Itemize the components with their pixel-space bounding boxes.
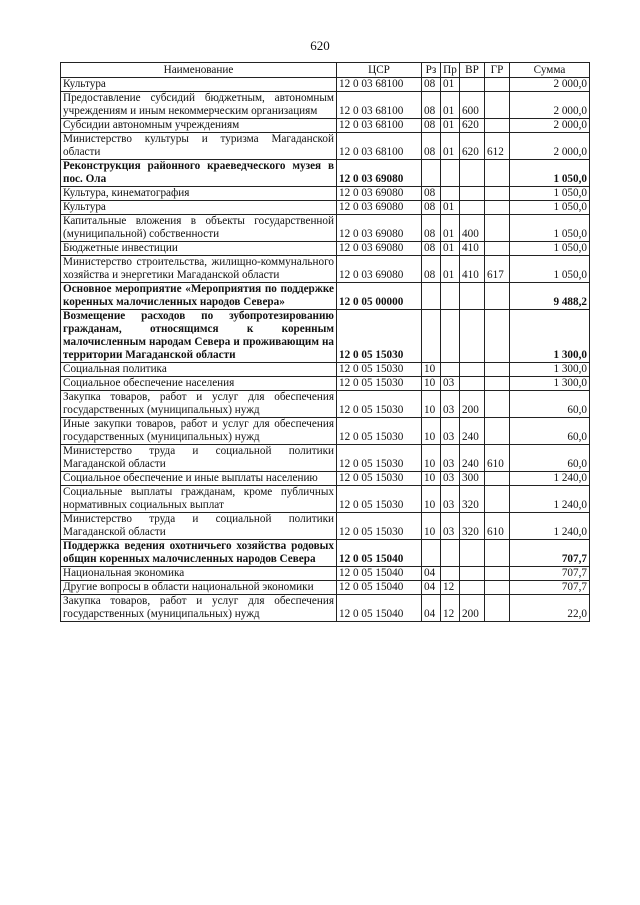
- cell-gr: [485, 242, 510, 256]
- cell-name: Министерство культуры и туризма Магаданской области: [61, 133, 337, 160]
- cell-csr: 12 0 05 15040: [337, 595, 422, 622]
- cell-pr: 01: [441, 201, 460, 215]
- table-row: [61, 486, 590, 513]
- cell-gr: [485, 391, 510, 418]
- cell-sum: 707,7: [510, 540, 590, 567]
- cell-rz: 08: [422, 187, 441, 201]
- cell-pr: 01: [441, 119, 460, 133]
- cell-sum: 9 488,2: [510, 283, 590, 310]
- cell-csr: 12 0 05 15040: [337, 567, 422, 581]
- cell-rz: 10: [422, 445, 441, 472]
- cell-vr: 240: [460, 445, 485, 472]
- cell-name: Поддержка ведения охотничьего хозяйства родовых общин коренных малочисленных народов Севера: [61, 540, 337, 567]
- table-row: [61, 513, 590, 540]
- cell-sum: 1 050,0: [510, 215, 590, 242]
- table-row: [61, 215, 590, 242]
- cell-gr: [485, 595, 510, 622]
- cell-pr: 01: [441, 133, 460, 160]
- table-row: [61, 119, 590, 133]
- cell-csr: 12 0 05 15030: [337, 513, 422, 540]
- cell-name: Основное мероприятие «Мероприятия по поддержке коренных малочисленных народов Севера»: [61, 283, 337, 310]
- cell-csr: 12 0 03 68100: [337, 119, 422, 133]
- cell-rz: 08: [422, 242, 441, 256]
- cell-pr: 03: [441, 418, 460, 445]
- cell-rz: 08: [422, 78, 441, 92]
- cell-pr: 03: [441, 486, 460, 513]
- header-name: Наименование: [61, 63, 337, 78]
- cell-name: Субсидии автономным учреждениям: [61, 119, 337, 133]
- table-row: [61, 256, 590, 283]
- cell-name: Социальная политика: [61, 363, 337, 377]
- cell-gr: [485, 377, 510, 391]
- header-pr: Пр: [441, 63, 460, 78]
- cell-pr: [441, 283, 460, 310]
- cell-rz: 10: [422, 377, 441, 391]
- table-row: [61, 567, 590, 581]
- cell-vr: [460, 310, 485, 363]
- cell-sum: 1 300,0: [510, 377, 590, 391]
- cell-gr: [485, 363, 510, 377]
- cell-csr: 12 0 05 15030: [337, 486, 422, 513]
- cell-gr: [485, 201, 510, 215]
- table-row: [61, 445, 590, 472]
- budget-table: [60, 62, 590, 622]
- cell-gr: [485, 92, 510, 119]
- cell-name: Закупка товаров, работ и услуг для обеспечения государственных (муниципальных) нужд: [61, 391, 337, 418]
- table-body: [61, 78, 590, 622]
- cell-vr: 400: [460, 215, 485, 242]
- cell-gr: [485, 160, 510, 187]
- cell-sum: 1 050,0: [510, 201, 590, 215]
- cell-rz: 08: [422, 215, 441, 242]
- cell-vr: 300: [460, 472, 485, 486]
- cell-gr: [485, 567, 510, 581]
- cell-csr: 12 0 05 15030: [337, 472, 422, 486]
- cell-name: Министерство строительства, жилищно-коммунального хозяйства и энергетики Магаданской области: [61, 256, 337, 283]
- cell-gr: [485, 486, 510, 513]
- cell-csr: 12 0 05 00000: [337, 283, 422, 310]
- cell-sum: 22,0: [510, 595, 590, 622]
- table-row: [61, 92, 590, 119]
- cell-csr: 12 0 03 69080: [337, 201, 422, 215]
- cell-csr: 12 0 05 15030: [337, 310, 422, 363]
- cell-rz: 10: [422, 513, 441, 540]
- cell-name: Предоставление субсидий бюджетным, автономным учреждениям и иным некоммерческим организациям: [61, 92, 337, 119]
- cell-name: Министерство труда и социальной политики Магаданской области: [61, 445, 337, 472]
- table-row: [61, 540, 590, 567]
- cell-gr: [485, 119, 510, 133]
- cell-gr: 612: [485, 133, 510, 160]
- cell-rz: 08: [422, 133, 441, 160]
- cell-sum: 60,0: [510, 391, 590, 418]
- cell-vr: 320: [460, 513, 485, 540]
- cell-name: Возмещение расходов по зубопротезированию гражданам, относящимся к коренным малочисленным народам Севера и проживающим на территории Магаданской области: [61, 310, 337, 363]
- cell-name: Другие вопросы в области национальной экономики: [61, 581, 337, 595]
- table-row: [61, 418, 590, 445]
- cell-rz: 04: [422, 581, 441, 595]
- page-number: 620: [310, 38, 330, 53]
- cell-gr: [485, 283, 510, 310]
- cell-sum: 1 300,0: [510, 363, 590, 377]
- table-row: [61, 581, 590, 595]
- cell-pr: [441, 540, 460, 567]
- cell-rz: 04: [422, 567, 441, 581]
- table-row: [61, 187, 590, 201]
- cell-vr: 240: [460, 418, 485, 445]
- cell-csr: 12 0 05 15040: [337, 540, 422, 567]
- cell-csr: 12 0 03 69080: [337, 242, 422, 256]
- cell-name: Социальное обеспечение населения: [61, 377, 337, 391]
- cell-name: Министерство труда и социальной политики Магаданской области: [61, 513, 337, 540]
- cell-sum: 60,0: [510, 418, 590, 445]
- cell-pr: 03: [441, 472, 460, 486]
- cell-csr: 12 0 03 69080: [337, 256, 422, 283]
- cell-rz: 08: [422, 201, 441, 215]
- cell-rz: [422, 160, 441, 187]
- cell-vr: [460, 160, 485, 187]
- cell-vr: 320: [460, 486, 485, 513]
- cell-name: Бюджетные инвестиции: [61, 242, 337, 256]
- cell-name: Социальные выплаты гражданам, кроме публичных нормативных социальных выплат: [61, 486, 337, 513]
- cell-pr: 12: [441, 595, 460, 622]
- cell-gr: 610: [485, 513, 510, 540]
- table-row: [61, 377, 590, 391]
- cell-sum: 707,7: [510, 581, 590, 595]
- table-header-row: [61, 63, 590, 78]
- table-row: [61, 78, 590, 92]
- cell-pr: 03: [441, 377, 460, 391]
- header-csr: ЦСР: [337, 63, 422, 78]
- cell-vr: 200: [460, 595, 485, 622]
- cell-pr: 01: [441, 256, 460, 283]
- table-row: [61, 391, 590, 418]
- cell-csr: 12 0 05 15030: [337, 377, 422, 391]
- cell-gr: [485, 215, 510, 242]
- cell-sum: 1 300,0: [510, 310, 590, 363]
- cell-vr: 410: [460, 256, 485, 283]
- table-row: [61, 310, 590, 363]
- cell-pr: 12: [441, 581, 460, 595]
- cell-name: Культура: [61, 78, 337, 92]
- cell-name: Национальная экономика: [61, 567, 337, 581]
- cell-vr: [460, 363, 485, 377]
- cell-vr: [460, 283, 485, 310]
- cell-vr: 410: [460, 242, 485, 256]
- cell-vr: [460, 377, 485, 391]
- cell-sum: 1 050,0: [510, 256, 590, 283]
- cell-rz: 08: [422, 92, 441, 119]
- table-row: [61, 160, 590, 187]
- table-row: [61, 595, 590, 622]
- cell-sum: 1 050,0: [510, 242, 590, 256]
- cell-pr: [441, 310, 460, 363]
- cell-vr: 620: [460, 133, 485, 160]
- cell-rz: 10: [422, 363, 441, 377]
- cell-pr: 03: [441, 391, 460, 418]
- cell-sum: 1 240,0: [510, 486, 590, 513]
- cell-rz: [422, 540, 441, 567]
- cell-gr: 617: [485, 256, 510, 283]
- table-row: [61, 242, 590, 256]
- cell-gr: [485, 310, 510, 363]
- cell-gr: [485, 418, 510, 445]
- header-sum: Сумма: [510, 63, 590, 78]
- header-gr: ГР: [485, 63, 510, 78]
- cell-gr: [485, 581, 510, 595]
- cell-csr: 12 0 03 68100: [337, 133, 422, 160]
- table-row: [61, 472, 590, 486]
- cell-name: Культура, кинематография: [61, 187, 337, 201]
- cell-pr: 01: [441, 215, 460, 242]
- table-row: [61, 363, 590, 377]
- cell-vr: [460, 187, 485, 201]
- cell-pr: 01: [441, 242, 460, 256]
- header-rz: Рз: [422, 63, 441, 78]
- cell-pr: 01: [441, 92, 460, 119]
- cell-csr: 12 0 03 69080: [337, 160, 422, 187]
- cell-name: Капитальные вложения в объекты государственной (муниципальной) собственности: [61, 215, 337, 242]
- cell-csr: 12 0 03 68100: [337, 78, 422, 92]
- table-row: [61, 201, 590, 215]
- cell-pr: 03: [441, 445, 460, 472]
- cell-vr: [460, 540, 485, 567]
- cell-vr: [460, 201, 485, 215]
- cell-name: Культура: [61, 201, 337, 215]
- cell-csr: 12 0 03 69080: [337, 215, 422, 242]
- table-row: [61, 133, 590, 160]
- cell-csr: 12 0 05 15030: [337, 363, 422, 377]
- cell-rz: 10: [422, 486, 441, 513]
- cell-name: Реконструкция районного краеведческого музея в пос. Ола: [61, 160, 337, 187]
- cell-sum: 2 000,0: [510, 78, 590, 92]
- cell-sum: 60,0: [510, 445, 590, 472]
- cell-rz: 04: [422, 595, 441, 622]
- cell-sum: 1 240,0: [510, 513, 590, 540]
- cell-vr: 600: [460, 92, 485, 119]
- cell-rz: 08: [422, 119, 441, 133]
- cell-sum: 1 050,0: [510, 187, 590, 201]
- cell-pr: [441, 363, 460, 377]
- cell-name: Иные закупки товаров, работ и услуг для обеспечения государственных (муниципальных) нужд: [61, 418, 337, 445]
- cell-sum: 1 240,0: [510, 472, 590, 486]
- cell-pr: 01: [441, 78, 460, 92]
- cell-rz: 10: [422, 391, 441, 418]
- cell-name: Социальное обеспечение и иные выплаты населению: [61, 472, 337, 486]
- cell-vr: 620: [460, 119, 485, 133]
- header-vr: ВР: [460, 63, 485, 78]
- cell-gr: [485, 78, 510, 92]
- cell-sum: 2 000,0: [510, 133, 590, 160]
- cell-rz: 08: [422, 256, 441, 283]
- cell-csr: 12 0 03 69080: [337, 187, 422, 201]
- cell-rz: [422, 283, 441, 310]
- cell-rz: 10: [422, 418, 441, 445]
- cell-sum: 1 050,0: [510, 160, 590, 187]
- cell-sum: 707,7: [510, 567, 590, 581]
- cell-vr: [460, 567, 485, 581]
- cell-csr: 12 0 05 15040: [337, 581, 422, 595]
- cell-pr: [441, 567, 460, 581]
- cell-rz: [422, 310, 441, 363]
- cell-vr: [460, 581, 485, 595]
- cell-csr: 12 0 05 15030: [337, 391, 422, 418]
- cell-sum: 2 000,0: [510, 92, 590, 119]
- cell-vr: 200: [460, 391, 485, 418]
- cell-gr: [485, 187, 510, 201]
- cell-pr: 03: [441, 513, 460, 540]
- cell-csr: 12 0 03 68100: [337, 92, 422, 119]
- table-row: [61, 283, 590, 310]
- cell-vr: [460, 78, 485, 92]
- cell-rz: 10: [422, 472, 441, 486]
- cell-pr: [441, 187, 460, 201]
- cell-gr: [485, 540, 510, 567]
- cell-name: Закупка товаров, работ и услуг для обеспечения государственных (муниципальных) нужд: [61, 595, 337, 622]
- cell-csr: 12 0 05 15030: [337, 445, 422, 472]
- cell-gr: [485, 472, 510, 486]
- cell-pr: [441, 160, 460, 187]
- cell-csr: 12 0 05 15030: [337, 418, 422, 445]
- cell-sum: 2 000,0: [510, 119, 590, 133]
- cell-gr: 610: [485, 445, 510, 472]
